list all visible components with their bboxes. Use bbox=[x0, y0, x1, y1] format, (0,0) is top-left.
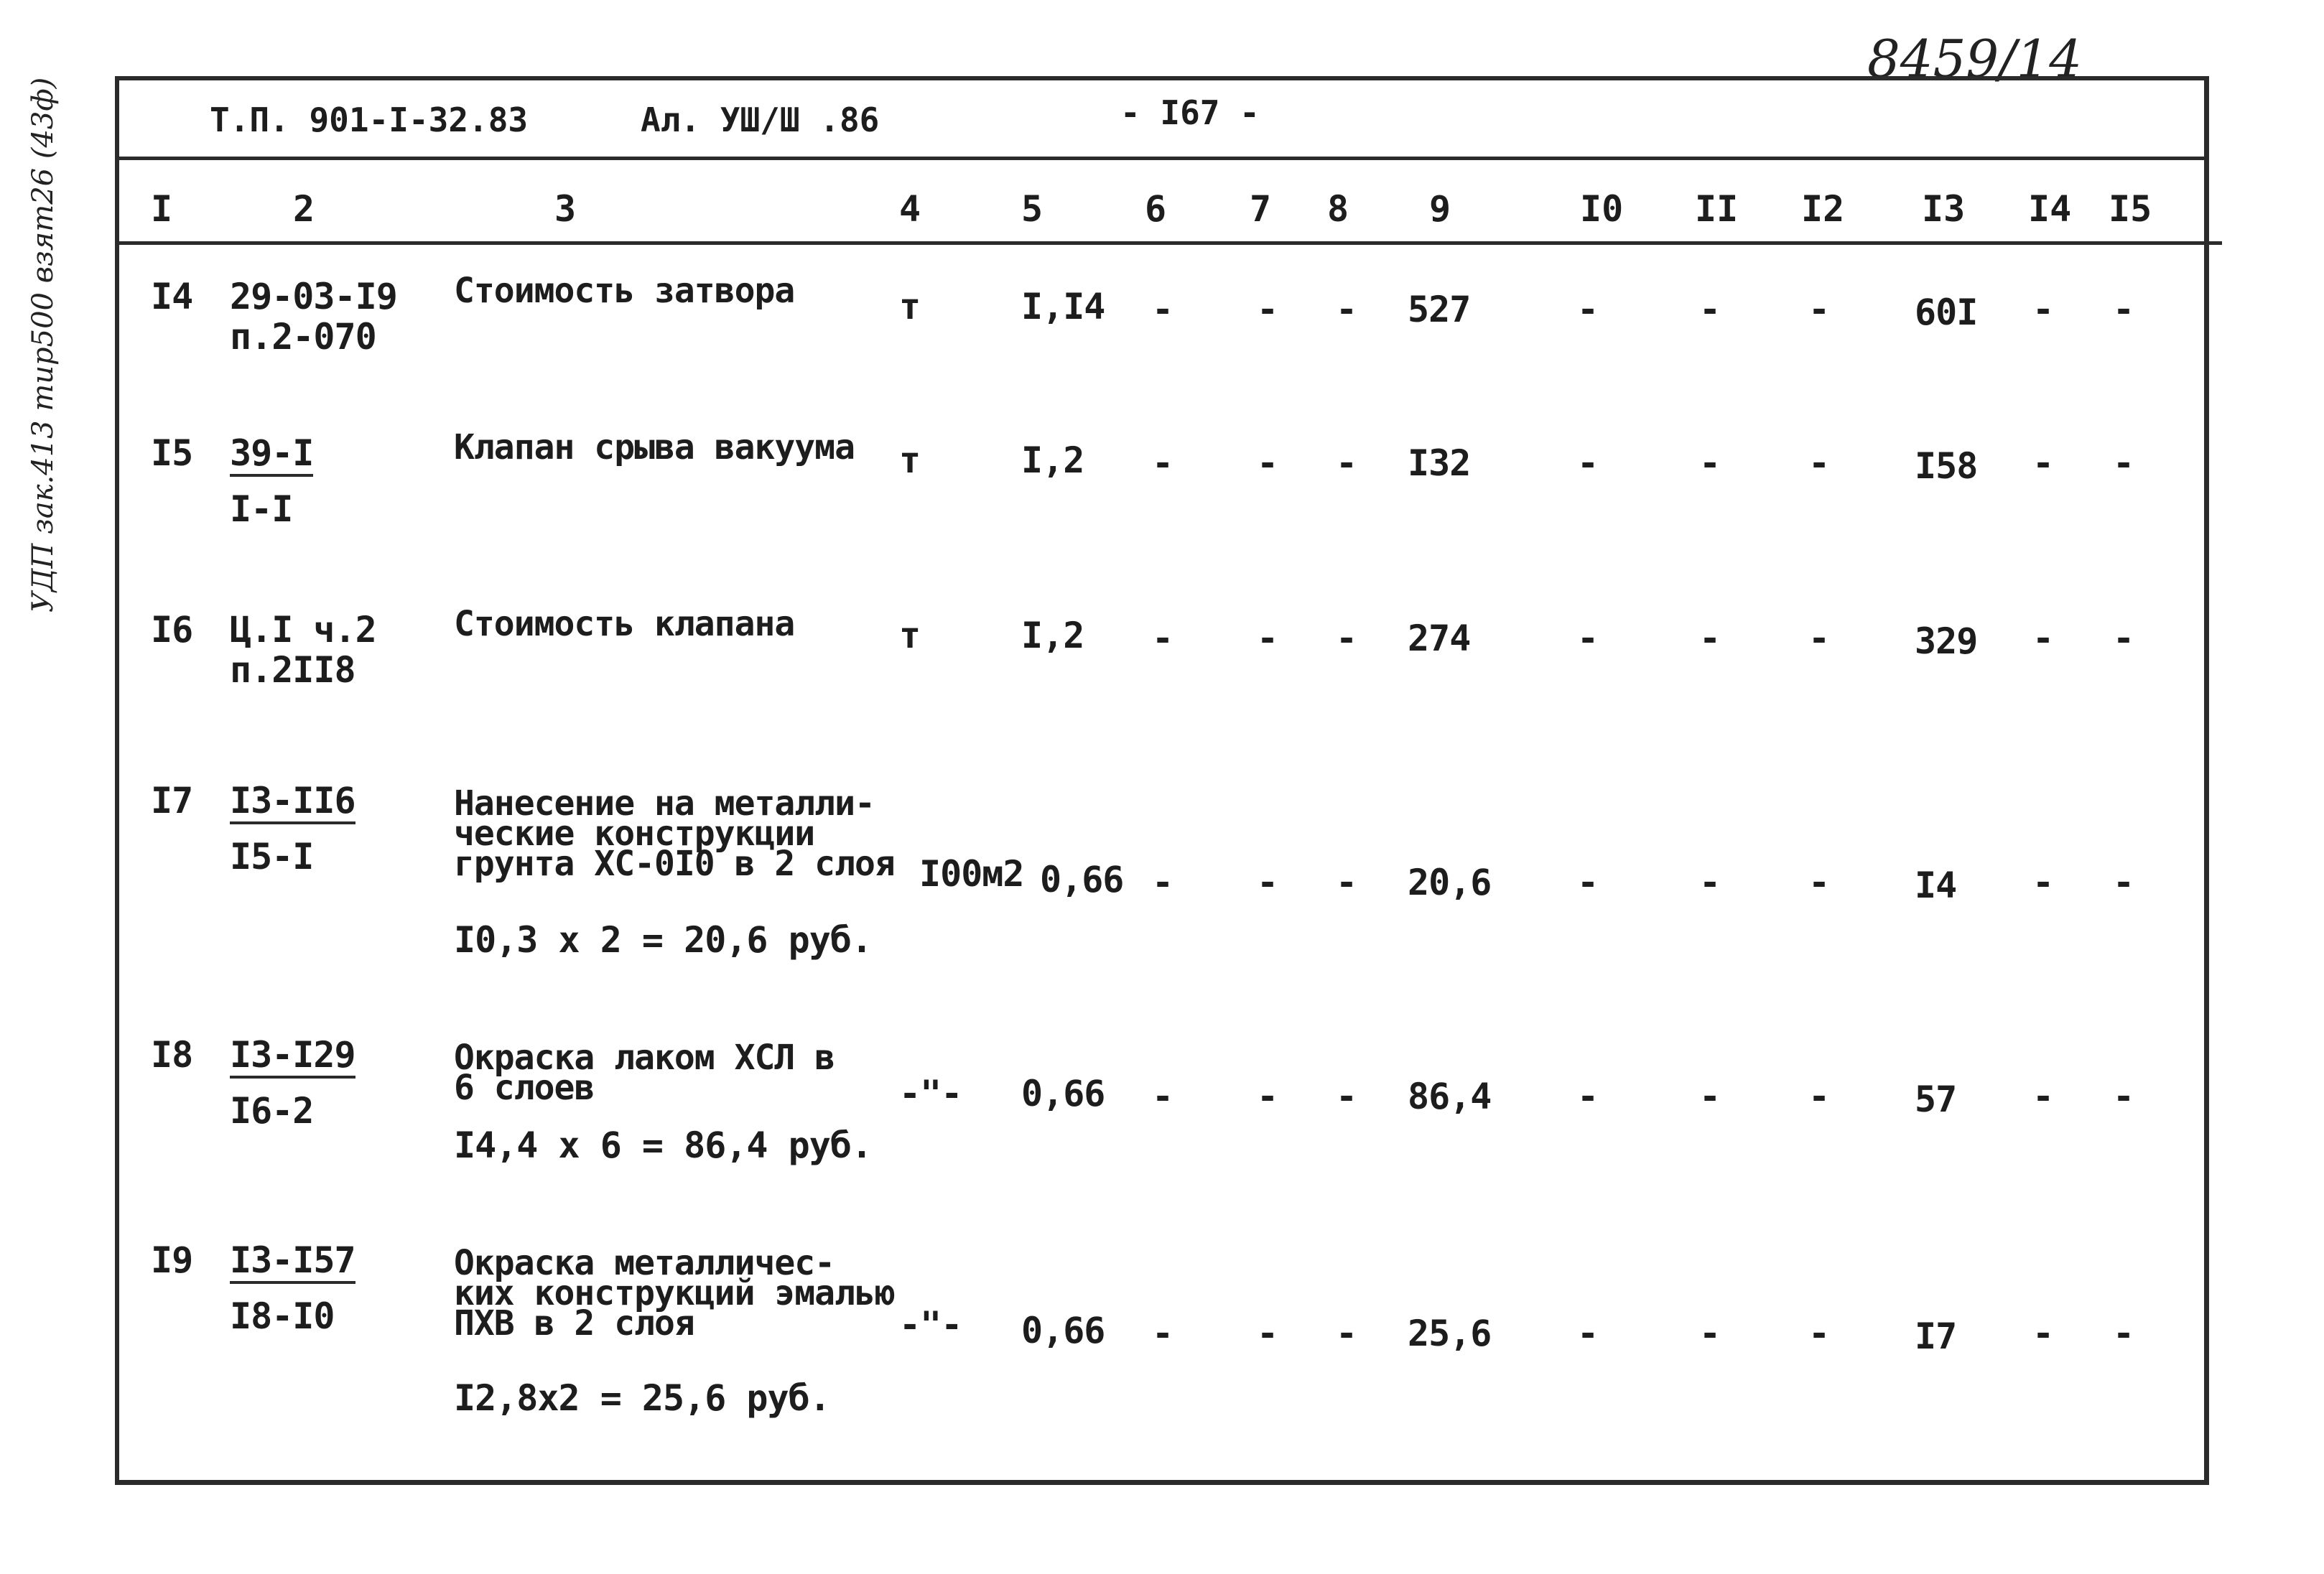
cell-col-9: 527 bbox=[1408, 289, 1471, 330]
cell-col-10: - bbox=[1577, 862, 1599, 903]
description-line: Нанесение на металли- bbox=[454, 783, 875, 824]
cell-col-14: - bbox=[2032, 862, 2055, 903]
cell-col-15: - bbox=[2113, 862, 2135, 903]
description-line: 6 слоев bbox=[454, 1068, 595, 1108]
quantity: I,I4 bbox=[1021, 286, 1105, 327]
cell-col-13: I4 bbox=[1915, 865, 1957, 906]
row-number: I5 bbox=[151, 432, 193, 474]
norm-code-top bbox=[230, 609, 376, 651]
calculation-note: I0,3 x 2 = 20,6 руб. bbox=[454, 919, 873, 961]
cell-col-6: - bbox=[1152, 1076, 1174, 1117]
cell-col-9: 86,4 bbox=[1408, 1076, 1492, 1117]
column-number-3: 3 bbox=[554, 188, 577, 230]
cell-col-9: 25,6 bbox=[1408, 1313, 1492, 1354]
cell-col-7: - bbox=[1257, 1313, 1279, 1354]
cell-col-11: - bbox=[1699, 618, 1721, 659]
column-number-11: II bbox=[1695, 188, 1739, 230]
quantity: 0,66 bbox=[1040, 859, 1124, 900]
cell-col-6: - bbox=[1152, 289, 1174, 330]
norm-code-top-text: I3-II6 bbox=[230, 780, 355, 824]
norm-code-bottom: п.2-070 bbox=[230, 316, 376, 358]
unit: -"- bbox=[899, 1073, 962, 1114]
description-line: ПХВ в 2 слоя bbox=[454, 1303, 694, 1344]
cell-col-10: - bbox=[1577, 442, 1599, 484]
cell-col-8: - bbox=[1336, 289, 1358, 330]
unit: т bbox=[899, 286, 921, 327]
column-number-6: 6 bbox=[1145, 188, 1167, 230]
unit: т bbox=[899, 615, 921, 656]
cell-col-8: - bbox=[1336, 862, 1358, 903]
norm-code-top-text: 29-03-I9 bbox=[230, 276, 397, 317]
column-number-13: I3 bbox=[1922, 188, 1966, 230]
column-number-1: I bbox=[151, 188, 173, 230]
page-number: - I67 - bbox=[1120, 93, 1260, 132]
project-number: Т.П. 901-I-32.83 bbox=[210, 101, 529, 139]
row-number: I4 bbox=[151, 276, 193, 317]
cell-col-13: 329 bbox=[1915, 620, 1978, 662]
description-line: Стоимость клапана bbox=[454, 604, 795, 644]
cell-col-14: - bbox=[2032, 289, 2055, 330]
cell-col-6: - bbox=[1152, 442, 1174, 484]
column-header-rule bbox=[115, 241, 2222, 245]
cell-col-11: - bbox=[1699, 862, 1721, 903]
column-number-12: I2 bbox=[1801, 188, 1845, 230]
cell-col-8: - bbox=[1336, 442, 1358, 484]
unit: т bbox=[899, 439, 921, 481]
column-number-7: 7 bbox=[1250, 188, 1272, 230]
cell-col-15: - bbox=[2113, 442, 2135, 484]
table-frame bbox=[115, 76, 2209, 1485]
unit: I00м2 bbox=[919, 853, 1024, 895]
cell-col-9: 274 bbox=[1408, 618, 1471, 659]
description-line: Окраска металличес- bbox=[454, 1243, 835, 1283]
cell-col-10: - bbox=[1577, 1313, 1599, 1354]
norm-code-top bbox=[230, 432, 313, 477]
row-number: I6 bbox=[151, 609, 193, 651]
cell-col-11: - bbox=[1699, 442, 1721, 484]
cell-col-15: - bbox=[2113, 618, 2135, 659]
quantity: I,2 bbox=[1021, 615, 1084, 656]
cell-col-8: - bbox=[1336, 1076, 1358, 1117]
cell-col-11: - bbox=[1699, 289, 1721, 330]
norm-code-top bbox=[230, 1239, 355, 1284]
cell-col-9: I32 bbox=[1408, 442, 1471, 484]
cell-col-15: - bbox=[2113, 289, 2135, 330]
cell-col-12: - bbox=[1808, 289, 1831, 330]
cell-col-7: - bbox=[1257, 618, 1279, 659]
unit: -"- bbox=[899, 1304, 962, 1346]
cell-col-7: - bbox=[1257, 862, 1279, 903]
cell-col-14: - bbox=[2032, 1076, 2055, 1117]
norm-code-bottom: I5-I bbox=[230, 836, 314, 877]
cell-col-10: - bbox=[1577, 1076, 1599, 1117]
norm-code-top bbox=[230, 1034, 355, 1079]
cell-col-8: - bbox=[1336, 1313, 1358, 1354]
column-number-15: I5 bbox=[2109, 188, 2152, 230]
cell-col-10: - bbox=[1577, 618, 1599, 659]
cell-col-12: - bbox=[1808, 1313, 1831, 1354]
column-number-10: I0 bbox=[1580, 188, 1624, 230]
row-number: I9 bbox=[151, 1239, 193, 1281]
album-number: Ал. УШ/Ш .86 bbox=[641, 101, 880, 139]
cell-col-14: - bbox=[2032, 1313, 2055, 1354]
archive-number-stamp: 8459/14 bbox=[1867, 29, 2083, 89]
norm-code-bottom: I8-I0 bbox=[230, 1295, 335, 1337]
cell-col-6: - bbox=[1152, 618, 1174, 659]
cell-col-12: - bbox=[1808, 618, 1831, 659]
cell-col-14: - bbox=[2032, 618, 2055, 659]
norm-code-bottom: п.2II8 bbox=[230, 649, 355, 691]
norm-code-top bbox=[230, 780, 355, 824]
norm-code-top bbox=[230, 276, 397, 317]
cell-col-7: - bbox=[1257, 442, 1279, 484]
cell-col-11: - bbox=[1699, 1313, 1721, 1354]
cell-col-14: - bbox=[2032, 442, 2055, 484]
description-line: Окраска лаком ХСЛ в bbox=[454, 1038, 835, 1078]
quantity: 0,66 bbox=[1021, 1310, 1105, 1351]
norm-code-top-text: Ц.I ч.2 bbox=[230, 609, 376, 651]
cell-col-6: - bbox=[1152, 862, 1174, 903]
column-number-9: 9 bbox=[1429, 188, 1451, 230]
description-line: ческие конструкции bbox=[454, 814, 815, 854]
cell-col-8: - bbox=[1336, 618, 1358, 659]
cell-col-11: - bbox=[1699, 1076, 1721, 1117]
cell-col-13: I7 bbox=[1915, 1315, 1957, 1357]
cell-col-13: 60I bbox=[1915, 292, 1978, 333]
description-line: Стоимость затвора bbox=[454, 271, 795, 311]
quantity: 0,66 bbox=[1021, 1073, 1105, 1114]
cell-col-13: I58 bbox=[1915, 445, 1978, 487]
cell-col-15: - bbox=[2113, 1313, 2135, 1354]
cell-col-9: 20,6 bbox=[1408, 862, 1492, 903]
column-number-8: 8 bbox=[1327, 188, 1349, 230]
cell-col-12: - bbox=[1808, 442, 1831, 484]
calculation-note: I4,4 x 6 = 86,4 руб. bbox=[454, 1124, 873, 1166]
column-number-14: I4 bbox=[2028, 188, 2072, 230]
cell-col-13: 57 bbox=[1915, 1079, 1957, 1120]
description-line: Клапан срыва вакуума bbox=[454, 427, 855, 467]
norm-code-bottom: I6-2 bbox=[230, 1090, 314, 1132]
row-number: I7 bbox=[151, 780, 193, 821]
norm-code-top-text: I3-I29 bbox=[230, 1034, 355, 1079]
column-number-5: 5 bbox=[1021, 188, 1044, 230]
description-line: грунта ХС-0I0 в 2 слоя bbox=[454, 844, 895, 884]
header-rule bbox=[115, 157, 2209, 160]
cell-col-15: - bbox=[2113, 1076, 2135, 1117]
description-line: ких конструкций эмалью bbox=[454, 1273, 895, 1313]
row-number: I8 bbox=[151, 1034, 193, 1076]
norm-code-top-text: 39-I bbox=[230, 432, 313, 477]
norm-code-top-text: I3-I57 bbox=[230, 1239, 355, 1284]
calculation-note: I2,8x2 = 25,6 руб. bbox=[454, 1377, 830, 1419]
column-number-2: 2 bbox=[293, 188, 315, 230]
quantity: I,2 bbox=[1021, 439, 1084, 481]
norm-code-bottom: I-I bbox=[230, 488, 293, 530]
cell-col-7: - bbox=[1257, 289, 1279, 330]
cell-col-12: - bbox=[1808, 1076, 1831, 1117]
cell-col-10: - bbox=[1577, 289, 1599, 330]
cell-col-7: - bbox=[1257, 1076, 1279, 1117]
side-note: УДП зак.413 тир500 взят26 (43ф) bbox=[27, 77, 60, 613]
cell-col-12: - bbox=[1808, 862, 1831, 903]
column-number-4: 4 bbox=[899, 188, 921, 230]
cell-col-6: - bbox=[1152, 1313, 1174, 1354]
